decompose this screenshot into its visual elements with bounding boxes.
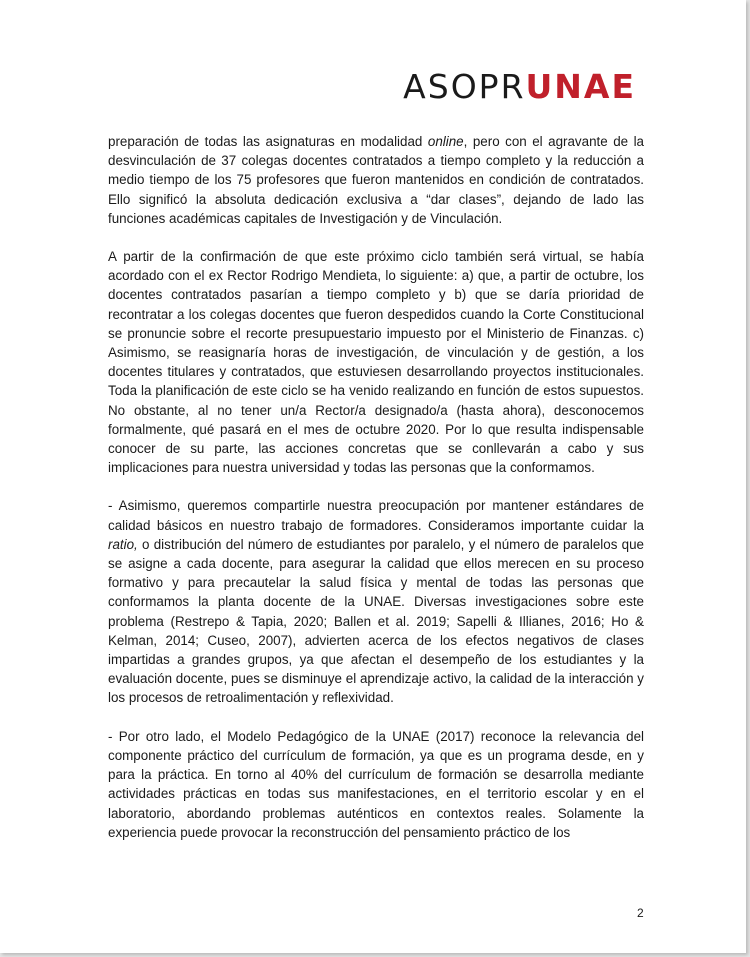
paragraph-1: preparación de todas las asignaturas en modalidad online, pero con el agravante de la desvinculación de 37 colegas docentes contratados a tiempo completo y la reducción a medio tiempo de los 75 profesores que fueron mantenidos en condición de contratados. Ello significó la absoluta dedicación exclusiva a “dar clases”, dejando de lado las funciones académicas capitales de Investigación y de Vinculación.: [108, 134, 644, 226]
paragraph-2: A partir de la confirmación de que este próximo ciclo también será virtual, se había acordado con el ex Rector Rodrigo Mendieta, lo siguiente: a) que, a partir de octubre, los docentes contratados pasarían a tiempo completo y b) que se daría prioridad de recontratar a los colegas docentes que fueron despedidos cuando la Corte Constitucional se pronuncie sobre el recorte presupuestario impuesto por el Ministerio de Finanzas. c) Asimismo, se reasignaría horas de investigación, de vinculación y de gestión, a los docentes titulares y contratados, que estuviesen desarrollando proyectos institucionales. Toda la planificación de este ciclo se ha venido realizando en función de estos supuestos. No obstante, al no tener un/a Rector/a designado/a (hasta ahora), desconocemos formalmente, qué pasará en el mes de octubre 2020. Por lo que resulta indispensable conocer de su parte, las acciones concretas que se conllevarán a cabo y sus implicaciones para nuestra universidad y todas las personas que la conformamos.: [108, 249, 644, 476]
document-body: [108, 132, 644, 861]
logo-part-1: ASOPR: [403, 67, 526, 106]
paragraph-3: - Asimismo, queremos compartirle nuestra preocupación por mantener estándares de calidad básicos en nuestro trabajo de formadores. Consideramos importante cuidar la ratio, o distribución del número de estudiantes por paralelo, y el número de paralelos que se asigne a cada docente, para asegurar la calidad que ellos merecen en su proceso formativo y para precautelar la salud física y mental de todas las personas que conformamos la planta docente de la UNAE. Diversas investigaciones sobre este problema (Restrepo & Tapia, 2020; Ballen et al. 2019; Sapelli & Illianes, 2016; Ho & Kelman, 2014; Cuseo, 2007), advierten acerca de los efectos negativos de clases impartidas a grandes grupos, ya que afectan el desempeño de los estudiantes y la evaluación docente, pues se disminuye el aprendizaje activo, la calidad de la interacción y los procesos de retroalimentación y reflexividad.: [108, 498, 644, 706]
logo-part-2: UNAE: [525, 67, 636, 106]
page-number: 2: [637, 906, 644, 920]
paragraph-4: - Por otro lado, el Modelo Pedagógico de la UNAE (2017) reconoce la relevancia del componente práctico del currículum de formación, ya que es un programa desde, en y para la práctica. En torno al 40% del currículum de formación se desarrolla mediante actividades prácticas en todas sus manifestaciones, en el territorio escolar y en el laboratorio, abordando problemas auténticos en contextos reales. Solamente la experiencia puede provocar la reconstrucción del pensamiento práctico de los: [108, 728, 644, 840]
asoprunae-logo: [403, 67, 636, 106]
